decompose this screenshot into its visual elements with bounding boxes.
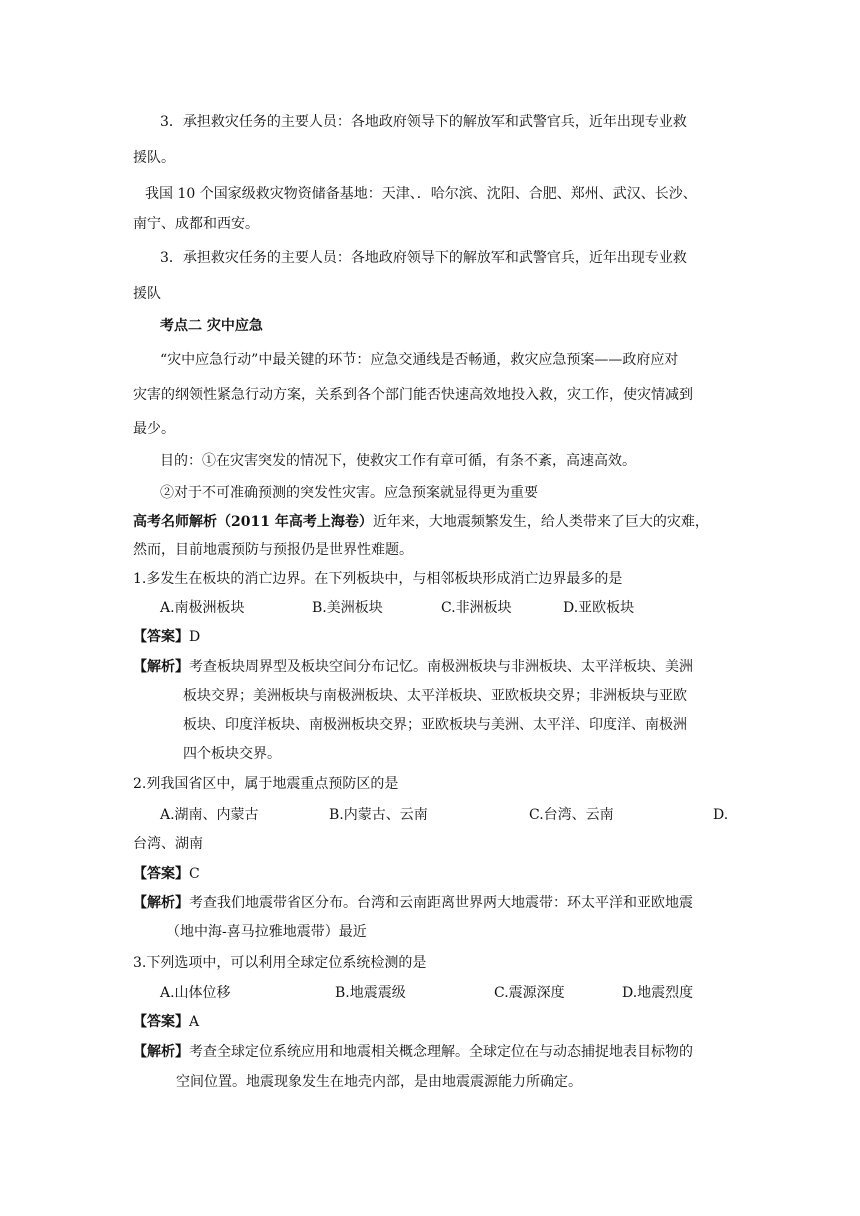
answer-line [133, 864, 200, 884]
option-d-continued: 台湾、湖南 [133, 836, 203, 852]
option-b: B.地震震级 [335, 985, 406, 1001]
answer-value: D [189, 629, 201, 645]
analysis-text: 考查我们地震带省区分布。台湾和云南距离世界两大地震带：环太平洋和亚欧地震 [189, 895, 693, 911]
paragraph-line: 然而，目前地震预防与预报仍是世界性难题。 [133, 542, 413, 558]
analysis-line [133, 893, 693, 913]
question-stem: 3.下列选项中，可以利用全球定位系统检测的是 [133, 955, 427, 971]
paragraph-line: 援队 [133, 286, 161, 302]
answer-label: 【答案】 [133, 1014, 189, 1030]
analysis-text: 考查全球定位系统应用和地震相关概念理解。全球定位在与动态捕捉地表目标物的 [189, 1044, 693, 1060]
paragraph-line: 最少。 [133, 421, 175, 437]
analysis-line: （地中海-喜马拉雅地震带）最近 [166, 924, 367, 940]
option-c: C.台湾、云南 [529, 807, 614, 823]
paragraph-line: 目的：①在灾害突发的情况下，使救灾工作有章可循，有条不紊，高速高效。 [160, 453, 636, 469]
analysis-line: 四个板块交界。 [183, 746, 281, 762]
section-heading: 考点二 灾中应急 [160, 318, 263, 334]
option-a: A.南极洲板块 [160, 600, 245, 616]
answer-line [133, 1012, 199, 1032]
option-a: A.湖南、内蒙古 [160, 807, 259, 823]
paragraph-line: 灾害的纲领性紧急行动方案，关系到各个部门能否快速高效地投入救，灾工作，使灾情减到 [133, 387, 693, 403]
option-d: D.地震烈度 [622, 985, 694, 1001]
analysis-label: 【解析】 [133, 1044, 189, 1060]
analysis-line [133, 1042, 693, 1062]
paragraph-line: 我国 10 个国家级救灾物资储备基地：天津、．哈尔滨、沈阳、合肥、郑州、武汉、长沙、 [145, 186, 697, 202]
option-d: D.亚欧板块 [563, 600, 635, 616]
exam-intro-text: 近年来，大地震频繁发生，给人类带来了巨大的灾难， [372, 514, 709, 530]
option-b: B.美洲板块 [312, 600, 383, 616]
option-d: D. [713, 807, 729, 823]
analysis-line: 板块交界；美洲板块与南极洲板块、太平洋板块、亚欧板块交界；非洲板块与亚欧 [183, 688, 687, 704]
answer-label: 【答案】 [133, 866, 189, 882]
answer-label: 【答案】 [133, 629, 189, 645]
answer-value: A [189, 1014, 200, 1030]
analysis-label: 【解析】 [133, 895, 189, 911]
option-c: C.震源深度 [494, 985, 565, 1001]
analysis-text: 考查板块周界型及板块空间分布记忆。南极洲板块与非洲板块、太平洋板块、美洲 [189, 659, 693, 675]
answer-line [133, 627, 200, 647]
paragraph-line: 3．承担救灾任务的主要人员：各地政府领导下的解放军和武警官兵，近年出现专业救 [160, 250, 687, 266]
paragraph-line: 援队。 [133, 150, 175, 166]
answer-value: C [189, 866, 200, 882]
paragraph-line: “灾中应急行动”中最关键的环节：应急交通线是否畅通，救灾应急预案——政府应对 [160, 352, 679, 368]
analysis-line [133, 657, 693, 677]
option-a: A.山体位移 [160, 985, 231, 1001]
question-stem: 1.多发生在板块的消亡边界。在下列板块中，与相邻板块形成消亡边界最多的是 [133, 571, 623, 587]
option-b: B.内蒙古、云南 [329, 807, 428, 823]
analysis-line: 空间位置。地震现象发生在地壳内部，是由地震震源能力所确定。 [176, 1074, 582, 1090]
paragraph-line: 3．承担救灾任务的主要人员：各地政府领导下的解放军和武警官兵，近年出现专业救 [160, 114, 687, 130]
analysis-label: 【解析】 [133, 659, 189, 675]
exam-intro-line [133, 512, 709, 532]
analysis-line: 板块、印度洋板块、南极洲板块交界；亚欧板块与美洲、太平洋、印度洋、南极洲 [183, 717, 687, 733]
question-stem: 2.列我国省区中，属于地震重点预防区的是 [133, 776, 399, 792]
option-c: C.非洲板块 [441, 600, 512, 616]
paragraph-line: ②对于不可准确预测的突发性灾害。应急预案就显得更为重要 [160, 485, 538, 501]
paragraph-line: 南宁、成都和西安。 [133, 216, 259, 232]
exam-title: 高考名师解析（2011 年高考上海卷） [133, 514, 373, 530]
